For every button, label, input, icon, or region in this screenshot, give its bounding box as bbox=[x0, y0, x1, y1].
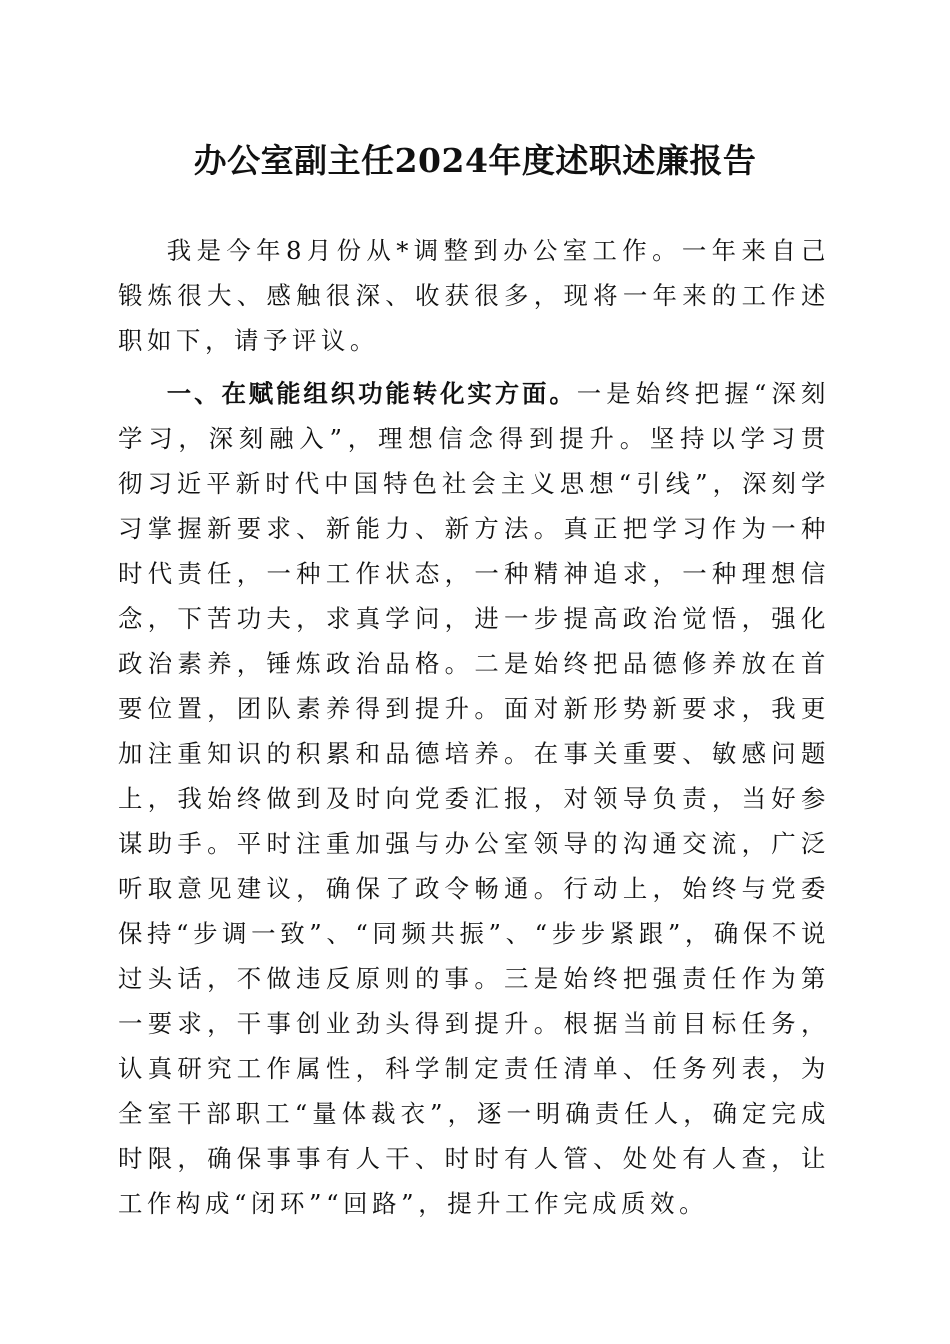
section-one-paragraph bbox=[118, 371, 830, 1226]
intro-paragraph-text: 我是今年8月份从*调整到办公室工作。一年来自己锻炼很大、感触很深、收获很多，现将一年来的工作述职如下，请予评议。 bbox=[118, 236, 830, 355]
document-title: 办公室副主任2024年度述职述廉报告 bbox=[193, 141, 757, 180]
section-one-text: 一是始终把握“深刻学习，深刻融入”，理想信念得到提升。坚持以学习贯彻习近平新时代中国特色社会主义思想“引线”，深刻学习掌握新要求、新能力、新方法。真正把学习作为一种时代责任，一种工作状态，一种精神追求，一种理想信念，下苦功夫，求真学问，进一步提高政治觉悟，强化政治素养，锤炼政治品格。二是始终把品德修养放在首要位置，团队素养得到提升。面对新形势新要求，我更加注重知识的积累和品德培养。在事关重要、敏感问题上，我始终做到及时向党委汇报，对领导负责，当好参谋助手。平时注重加强与办公室领导的沟通交流，广泛听取意见建议，确保了政令畅通。行动上，始终与党委保持“步调一致”、“同频共振”、“步步紧跟”，确保不说过头话，不做违反原则的事。三是始终把强责任作为第一要求，干事创业劲头得到提升。根据当前目标任务，认真研究工作属性，科学制定责任清单、任务列表，为全室干部职工“量体裁衣”，逐一明确责任人，确定完成时限，确保事事有人干、时时有人管、处处有人查，让工作构成“闭环”“回路”，提升工作完成质效。 bbox=[118, 379, 830, 1218]
section-one-heading: 一、在赋能组织功能转化实方面。 bbox=[166, 379, 577, 408]
document-body bbox=[118, 228, 830, 1234]
intro-paragraph bbox=[118, 228, 830, 363]
